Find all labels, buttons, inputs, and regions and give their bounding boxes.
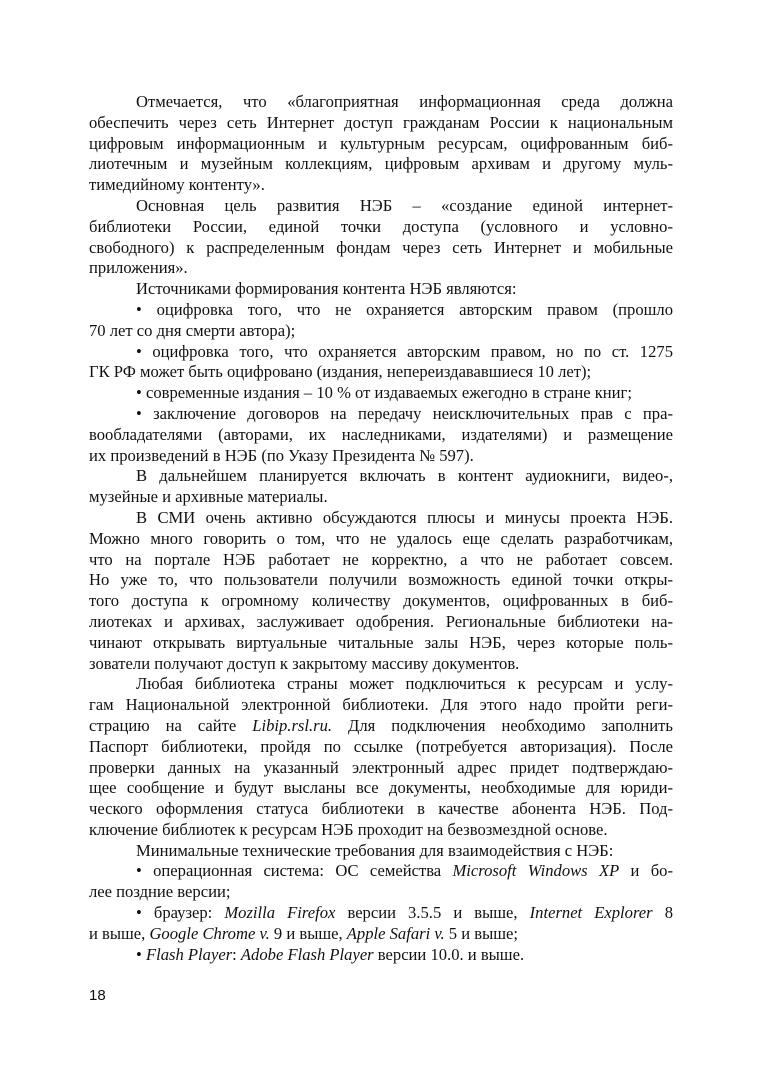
text-segment: версии 3.5.5 и выше, [335, 903, 530, 923]
text-segment: Можно много говорить о том, что не удалось еще сделать разработчикам, [89, 528, 673, 548]
text-line [89, 882, 673, 903]
text-line [89, 550, 673, 571]
text-segment: Для подключения необходимо заполнить [332, 715, 673, 735]
text-segment: 5 и выше; [444, 923, 518, 943]
text-segment: их произведений в НЭБ (по Указу Президента № 597). [89, 445, 474, 465]
text-segment: того доступа к огромному количеству документов, оцифрованных в биб- [89, 591, 673, 611]
text-segment: версии 10.0. и выше. [373, 944, 525, 964]
text-line [89, 92, 673, 113]
text-segment: лиотечным и музейным коллекциям, цифровым архивам и другому муль- [89, 154, 673, 174]
text-segment: 9 и выше, [269, 923, 347, 943]
text-segment: зователи получают доступ к закрытому массиву документов. [89, 653, 520, 673]
text-segment: • [136, 944, 146, 964]
text-segment: Отмечается, что «благоприятная информационная среда должна [136, 92, 673, 111]
text-segment: Минимальные технические требования для взаимодействия с НЭБ: [136, 840, 614, 860]
text-line [89, 217, 673, 238]
page-number: 18 [89, 987, 106, 1004]
text-segment: музейные и архивные материалы. [89, 487, 328, 507]
text-line [89, 945, 673, 966]
text-line [89, 466, 673, 487]
text-line [89, 154, 673, 175]
text-segment: Основная цель развития НЭБ – «создание единой интернет- [136, 195, 673, 215]
text-segment: щее сообщение и будут высланы все документы, необходимые для юриди- [89, 778, 673, 798]
text-segment: В СМИ очень активно обсуждаются плюсы и минусы проекта НЭБ. [136, 507, 673, 527]
text-line [89, 861, 673, 882]
text-segment: ключение библиотек к ресурсам НЭБ проходит на безвозмездной основе. [89, 819, 608, 839]
text-line [89, 425, 673, 446]
text-line [89, 737, 673, 758]
text-segment: : [232, 944, 241, 964]
text-segment: проверки данных на указанный электронный адрес придет подтверждаю- [89, 757, 673, 777]
text-line [89, 508, 673, 529]
text-segment: лее поздние версии; [89, 882, 231, 902]
text-segment: тимедийному контенту». [89, 175, 265, 195]
text-segment: ческого оформления статуса библиотеки в качестве абонента НЭБ. Под- [89, 799, 673, 819]
text-line [89, 258, 673, 279]
text-line [89, 674, 673, 695]
italic-text: Apple Safari v. [346, 923, 445, 943]
text-segment: чинают открывать виртуальные читальные залы НЭБ, через которые поль- [89, 632, 673, 652]
text-segment: • браузер: [136, 903, 225, 923]
text-segment: цифровым информационным и культурным ресурсам, оцифрованным биб- [89, 133, 673, 153]
text-segment: библиотеки России, единой точки доступа (условного и условно- [89, 216, 673, 236]
text-segment: Источниками формирования контента НЭБ являются: [136, 279, 517, 299]
text-line [89, 778, 673, 799]
italic-text: Google Chrome v. [149, 923, 270, 943]
text-line [89, 238, 673, 259]
text-line [89, 404, 673, 425]
text-line [89, 903, 673, 924]
text-segment: обеспечить через сеть Интернет доступ гражданам России к национальным [89, 112, 673, 132]
italic-text: Flash Player [145, 944, 233, 964]
text-segment: • современные издания – 10 % от издаваемых ежегодно в стране книг; [136, 383, 632, 403]
text-line [89, 175, 673, 196]
text-line [89, 841, 673, 862]
text-segment: 70 лет со дня смерти автора); [89, 320, 296, 340]
text-line [89, 446, 673, 467]
text-segment: гам Национальной электронной библиотеки. Для этого надо пройти реги- [89, 695, 673, 715]
text-segment: Любая библиотека страны может подключиться к ресурсам и услу- [136, 674, 673, 694]
text-line [89, 695, 673, 716]
text-segment: что на портале НЭБ работает не корректно, а что не работает совсем. [89, 549, 673, 569]
text-line [89, 321, 673, 342]
text-segment: Но уже то, что пользователи получили возможность единой точки откры- [89, 570, 673, 590]
text-segment: • оцифровка того, что охраняется авторским правом, но по ст. 1275 [136, 341, 673, 361]
text-line [89, 113, 673, 134]
text-segment: и выше, [89, 923, 150, 943]
text-segment: и бо- [619, 861, 673, 881]
text-segment: • заключение договоров на передачу неисключительных прав с пра- [136, 403, 673, 423]
italic-text: Adobe Flash Player [240, 944, 374, 964]
text-line [89, 591, 673, 612]
text-line [89, 570, 673, 591]
text-line [89, 612, 673, 633]
text-line [89, 279, 673, 300]
text-line [89, 633, 673, 654]
text-line [89, 529, 673, 550]
italic-text: Libip.rsl.ru. [252, 715, 333, 735]
body-text [89, 92, 673, 965]
text-segment: ГК РФ может быть оцифровано (издания, непереиздававшиеся 10 лет); [89, 362, 592, 382]
italic-text: Mozilla Firefox [224, 903, 336, 923]
text-segment: вообладателями (авторами, их наследниками, издателями) и размещение [89, 424, 673, 444]
text-line [89, 300, 673, 321]
text-line [89, 342, 673, 363]
text-line [89, 362, 673, 383]
text-line [89, 924, 673, 945]
text-segment: приложения». [89, 258, 188, 278]
text-line [89, 487, 673, 508]
text-segment: • операционная система: ОС семейства [136, 861, 453, 881]
text-line [89, 134, 673, 155]
italic-text: Microsoft Windows XP [452, 861, 620, 881]
text-line [89, 716, 673, 737]
italic-text: Internet Explorer [529, 903, 653, 923]
text-segment: Паспорт библиотеки, пройдя по ссылке (потребуется авторизация). После [89, 736, 673, 756]
text-line [89, 383, 673, 404]
text-line [89, 820, 673, 841]
text-segment: лиотеках и архивах, заслуживает одобрения. Региональные библиотеки на- [89, 611, 673, 631]
text-segment: 8 [652, 903, 673, 923]
text-segment: В дальнейшем планируется включать в контент аудиокниги, видео-, [136, 466, 673, 486]
text-line [89, 196, 673, 217]
text-line [89, 758, 673, 779]
text-segment: • оцифровка того, что не охраняется авторским правом (прошло [136, 299, 673, 319]
text-line [89, 654, 673, 675]
text-segment: свободного) к распределенным фондам через сеть Интернет и мобильные [89, 237, 673, 257]
text-line [89, 799, 673, 820]
text-segment: страцию на сайте [89, 715, 253, 735]
